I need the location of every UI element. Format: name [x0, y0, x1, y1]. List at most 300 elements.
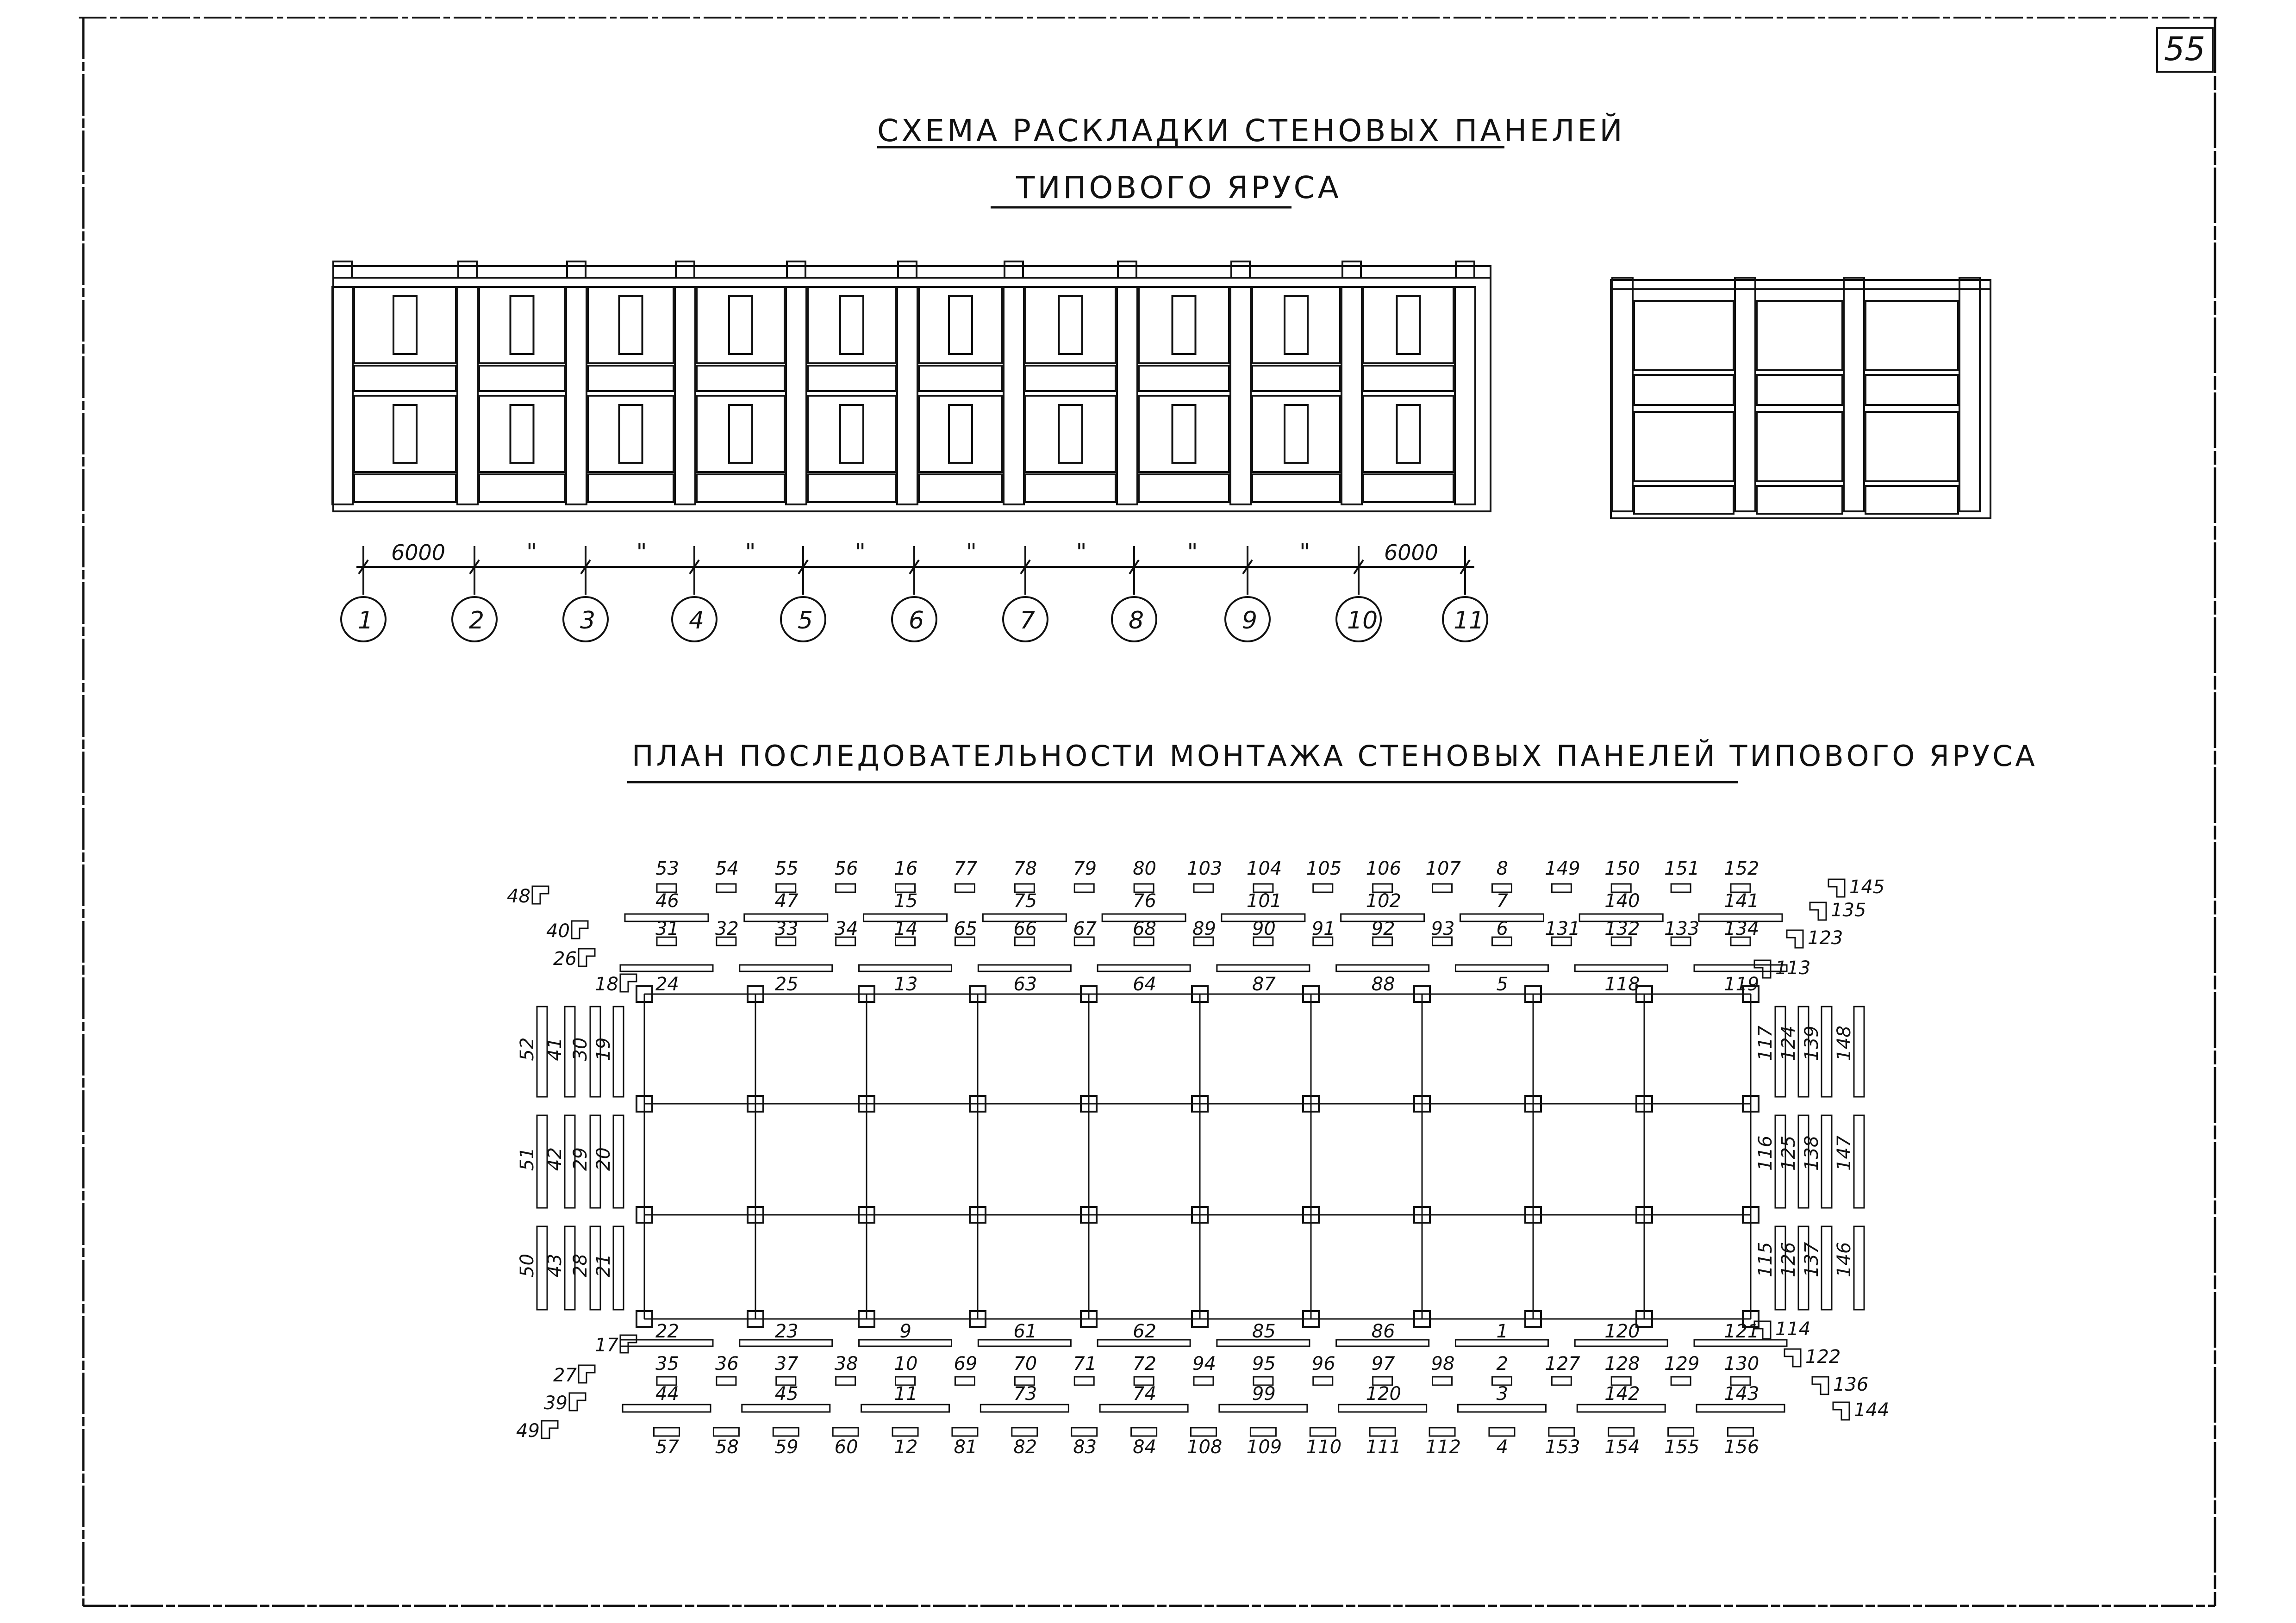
dimension-label: ": [526, 539, 537, 566]
facade-column-11: [1455, 287, 1475, 504]
bottom-row1-label: 120: [1604, 1321, 1640, 1342]
right-wall-label: 138: [1801, 1135, 1822, 1171]
dimension-label: ": [966, 539, 977, 566]
corner-piece: [1810, 902, 1826, 920]
corner-piece: [542, 1421, 558, 1438]
bottom-row3-panel: [1339, 1405, 1427, 1412]
facade-belt-panel: [697, 474, 785, 502]
left-wall-label: 41: [544, 1037, 566, 1061]
top-row2-label: 140: [1604, 890, 1640, 912]
axis-label: 5: [798, 607, 813, 634]
top-row2-label: 101: [1246, 890, 1282, 912]
bottom-row3-label: 143: [1724, 1383, 1759, 1405]
bottom-row4-panel: [1609, 1428, 1634, 1436]
facade-window: [619, 405, 643, 463]
end-column-4: [1959, 278, 1980, 511]
top-row1-label: 152: [1724, 858, 1759, 879]
top-row5-label: 87: [1252, 974, 1276, 995]
end-column-1: [1612, 278, 1633, 511]
top-row3-label: 34: [834, 918, 858, 939]
bottom-row4-label: 109: [1246, 1436, 1282, 1458]
bottom-row3-panel: [1219, 1405, 1307, 1412]
facade-window: [840, 405, 863, 463]
facade-window: [619, 296, 643, 354]
top-row1-label: 8: [1496, 858, 1508, 879]
top-row5-panel: [1694, 965, 1787, 971]
corner-label: 27: [553, 1365, 577, 1386]
facade-window: [1285, 296, 1308, 354]
corner-label: 135: [1831, 900, 1866, 921]
bottom-row1-label: 86: [1371, 1321, 1395, 1342]
top-row3-label: 91: [1311, 918, 1335, 939]
top-row5-label: 63: [1013, 974, 1037, 995]
top-row1-label: 107: [1425, 858, 1461, 879]
bottom-row4-label: 4: [1496, 1436, 1508, 1458]
bottom-row2-label: 96: [1311, 1353, 1335, 1374]
bottom-row3-label: 120: [1366, 1383, 1402, 1405]
facade-window: [1059, 296, 1082, 354]
top-row1-panel: [1074, 884, 1094, 892]
bottom-row4-label: 111: [1366, 1436, 1402, 1458]
top-row5-panel: [1098, 965, 1190, 971]
axis-label: 9: [1242, 607, 1258, 634]
left-wall-label: 28: [570, 1254, 591, 1277]
facade-belt-panel: [1363, 474, 1454, 502]
end-wall-panel: [1634, 412, 1734, 481]
end-wall-panel: [1866, 412, 1958, 481]
top-row1-label: 104: [1246, 858, 1282, 879]
left-wall-label: 52: [517, 1037, 538, 1061]
facade-wall-panel: [919, 396, 1002, 472]
bottom-row4-label: 155: [1664, 1436, 1700, 1458]
bottom-row4-label: 59: [774, 1436, 799, 1458]
bottom-row2-panel: [1552, 1377, 1571, 1385]
top-row3-label: 32: [715, 918, 739, 939]
end-column-3: [1844, 278, 1864, 511]
dimension-label: ": [1076, 539, 1087, 566]
bottom-row2-label: 98: [1431, 1353, 1455, 1374]
left-wall-label: 43: [544, 1254, 566, 1277]
corner-label: 113: [1775, 958, 1811, 979]
top-row5-panel: [1217, 965, 1310, 971]
corner-label: 17: [595, 1335, 618, 1356]
bottom-row1-label: 22: [655, 1321, 679, 1342]
facade-column-10: [1341, 287, 1362, 504]
top-row1-label: 79: [1073, 858, 1097, 879]
axis-bubbles: [341, 597, 1487, 641]
facade-belt-panel: [1252, 474, 1340, 502]
bottom-row2-panel: [955, 1377, 974, 1385]
bottom-row2-label: 94: [1192, 1353, 1216, 1374]
bottom-row4-panel: [1668, 1428, 1694, 1436]
axis-label: 1: [358, 607, 374, 634]
bottom-row2-label: 37: [774, 1353, 799, 1374]
bottom-row2-panel: [717, 1377, 736, 1385]
corner-piece: [579, 1365, 595, 1383]
top-row1-label: 80: [1133, 858, 1157, 879]
facade-wall-panel: [1363, 287, 1454, 363]
bottom-row1-label: 9: [899, 1321, 912, 1342]
top-row1-label: 150: [1604, 858, 1640, 879]
bottom-row2-label: 69: [954, 1353, 978, 1374]
facade-wall-panel: [808, 396, 896, 472]
top-row3-label: 132: [1604, 918, 1640, 939]
facade-window: [840, 296, 863, 354]
bottom-row3-panel: [1458, 1405, 1546, 1412]
top-row2-label: 47: [774, 890, 799, 912]
facade-wall-panel: [354, 396, 456, 472]
bottom-row2-panel: [1194, 1377, 1213, 1385]
corner-piece: [1833, 1402, 1849, 1420]
top-row1-label: 78: [1013, 858, 1037, 879]
facade-column-cap-6: [898, 261, 917, 278]
top-row5-label: 119: [1724, 974, 1759, 995]
facade-window: [393, 405, 417, 463]
bottom-row4-panel: [1370, 1428, 1395, 1436]
facade-wall-panel: [697, 396, 785, 472]
bottom-row2-label: 95: [1252, 1353, 1276, 1374]
facade-wall-panel: [1139, 287, 1229, 363]
facade-wall-panel: [354, 287, 456, 363]
top-row3-label: 93: [1431, 918, 1455, 939]
bottom-row3-label: 3: [1496, 1383, 1508, 1405]
left-wall-panel: [613, 1115, 624, 1208]
facade-column-2: [457, 287, 478, 504]
bottom-row3-label: 45: [774, 1383, 799, 1405]
top-row1-panel: [1194, 884, 1213, 892]
facade-column-5: [786, 287, 806, 504]
left-wall-label: 20: [593, 1147, 614, 1171]
facade-belt-panel: [808, 366, 896, 391]
corner-label: 39: [544, 1393, 568, 1414]
bottom-row4-label: 12: [894, 1436, 918, 1458]
bottom-row2-label: 10: [894, 1353, 918, 1374]
top-row2-label: 141: [1724, 890, 1759, 912]
bottom-row1-label: 121: [1724, 1321, 1759, 1342]
end-belt-panel: [1634, 375, 1734, 405]
facade-belt-panel: [1025, 366, 1116, 391]
corner-label: 145: [1849, 877, 1885, 898]
dimension-label: 6000: [1384, 540, 1439, 565]
corner-piece: [620, 1335, 636, 1353]
facade-wall-panel: [697, 287, 785, 363]
bottom-row2-panel: [1671, 1377, 1691, 1385]
bottom-row4-panel: [1310, 1428, 1335, 1436]
bottom-row4-panel: [892, 1428, 918, 1436]
top-row3-label: 133: [1664, 918, 1700, 939]
top-row2-label: 15: [894, 890, 918, 912]
bottom-row4-label: 58: [715, 1436, 739, 1458]
facade-belt-panel: [479, 474, 565, 502]
bottom-row2-label: 130: [1724, 1353, 1759, 1374]
right-wall-panel: [1854, 1007, 1864, 1097]
corner-label: 136: [1833, 1374, 1869, 1395]
bottom-row3-label: 142: [1604, 1383, 1640, 1405]
top-row5-label: 13: [894, 974, 918, 995]
facade-wall-panel: [1025, 396, 1116, 472]
bottom-row2-panel: [1074, 1377, 1094, 1385]
top-row1-panel: [1313, 884, 1333, 892]
corner-piece: [1812, 1377, 1828, 1394]
top-row3-label: 68: [1133, 918, 1157, 939]
right-wall-label: 126: [1778, 1242, 1799, 1277]
facade-wall-panel: [479, 396, 565, 472]
end-wall-panel: [1757, 301, 1842, 370]
top-row1-label: 105: [1306, 858, 1342, 879]
bottom-row1-label: 1: [1496, 1321, 1508, 1342]
bottom-row3-panel: [980, 1405, 1068, 1412]
facade-belt-panel: [1139, 366, 1229, 391]
facade-column-cap-10: [1342, 261, 1361, 278]
axis-label: 7: [1020, 607, 1036, 634]
bottom-row4-label: 60: [834, 1436, 858, 1458]
bottom-row4-label: 153: [1545, 1436, 1580, 1458]
bottom-row4-panel: [1131, 1428, 1157, 1436]
corner-label: 123: [1808, 927, 1843, 949]
top-row3-label: 92: [1371, 918, 1395, 939]
top-row2-label: 76: [1133, 890, 1157, 912]
elevation-title-line2: ТИПОВОГО ЯРУСА: [1016, 170, 1341, 205]
right-wall-panel: [1854, 1226, 1864, 1310]
left-wall-label: 19: [593, 1037, 614, 1061]
right-wall-label: 124: [1778, 1026, 1799, 1061]
bottom-row2-panel: [1313, 1377, 1333, 1385]
top-row5-panel: [740, 965, 832, 971]
top-row3-label: 66: [1013, 918, 1037, 939]
facade-wall-panel: [808, 287, 896, 363]
end-wall-panel: [1866, 301, 1958, 370]
right-wall-label: 116: [1755, 1135, 1776, 1171]
facade-column-cap-3: [567, 261, 586, 278]
bottom-row2-label: 35: [655, 1353, 679, 1374]
top-row5-label: 25: [774, 974, 799, 995]
bottom-row2-label: 97: [1371, 1353, 1395, 1374]
facade-column-1: [332, 287, 353, 504]
facade-column-4: [675, 287, 695, 504]
corner-label: 48: [507, 886, 530, 907]
top-row1-panel: [717, 884, 736, 892]
facade-wall-panel: [1363, 396, 1454, 472]
facade-column-6: [897, 287, 917, 504]
top-row1-label: 54: [715, 858, 739, 879]
facade-window: [511, 405, 534, 463]
facade-belt-panel: [354, 366, 456, 391]
bottom-row3-label: 11: [894, 1383, 918, 1405]
top-row5-panel: [1455, 965, 1548, 971]
facade-window: [949, 296, 972, 354]
facade-window: [1397, 296, 1420, 354]
corner-piece: [579, 949, 595, 966]
top-row5-panel: [620, 965, 713, 971]
left-wall-label: 30: [570, 1037, 591, 1061]
bottom-row4-label: 84: [1133, 1436, 1157, 1458]
top-row5-panel: [859, 965, 952, 971]
facade-belt-panel: [697, 366, 785, 391]
facade-belt-panel: [1363, 366, 1454, 391]
right-wall-panel: [1822, 1226, 1832, 1310]
bottom-row2-label: 128: [1604, 1353, 1640, 1374]
top-row2-label: 75: [1013, 890, 1037, 912]
top-row5-label: 88: [1371, 974, 1395, 995]
right-wall-panel: [1822, 1115, 1832, 1208]
top-row1-panel: [1671, 884, 1691, 892]
bottom-row3-panel: [1577, 1405, 1665, 1412]
facade-column-cap-9: [1231, 261, 1250, 278]
bottom-row2-label: 38: [834, 1353, 858, 1374]
bottom-row4-panel: [833, 1428, 858, 1436]
bottom-row4-label: 112: [1425, 1436, 1461, 1458]
end-elevation: [1611, 278, 1990, 518]
bottom-row2-label: 36: [715, 1353, 739, 1374]
top-row5-label: 5: [1496, 974, 1508, 995]
bottom-row4-label: 154: [1604, 1436, 1640, 1458]
corner-label: 122: [1805, 1346, 1841, 1368]
end-belt-panel: [1757, 486, 1842, 514]
end-belt-panel: [1866, 486, 1958, 514]
facade-belt-panel: [1139, 474, 1229, 502]
facade-column-7: [1004, 287, 1024, 504]
right-wall-label: 125: [1778, 1135, 1799, 1171]
bottom-row2-panel: [1433, 1377, 1452, 1385]
top-row3-label: 14: [894, 918, 918, 939]
bottom-row4-label: 83: [1073, 1436, 1097, 1458]
corner-label: 49: [516, 1420, 540, 1442]
top-row5-panel: [1336, 965, 1429, 971]
plan-title: ПЛАН ПОСЛЕДОВАТЕЛЬНОСТИ МОНТАЖА СТЕНОВЫХ ПАНЕЛЕЙ ТИПОВОГО ЯРУСА: [632, 739, 2038, 773]
facade-window: [1173, 405, 1196, 463]
facade-window: [1059, 405, 1082, 463]
bottom-row4-label: 82: [1013, 1436, 1037, 1458]
bottom-row3-panel: [1697, 1405, 1784, 1412]
bottom-row3-label: 99: [1252, 1383, 1276, 1405]
bottom-row2-label: 70: [1013, 1353, 1037, 1374]
corner-label: 18: [595, 974, 618, 995]
top-row1-label: 151: [1664, 858, 1700, 879]
facade-belt-panel: [588, 474, 674, 502]
top-row2-label: 46: [655, 890, 679, 912]
top-row1-label: 103: [1187, 858, 1223, 879]
facade-window: [511, 296, 534, 354]
facade-belt-panel: [1252, 366, 1340, 391]
corner-piece: [1787, 930, 1803, 948]
end-belt-panel: [1866, 375, 1958, 405]
bottom-row3-panel: [1100, 1405, 1188, 1412]
top-row2-label: 7: [1496, 890, 1508, 912]
right-wall-label: 137: [1801, 1242, 1822, 1277]
top-row1-label: 149: [1545, 858, 1580, 879]
facade-elevation: [332, 261, 1491, 511]
axis-label: 10: [1347, 607, 1378, 634]
axis-label: 3: [580, 607, 596, 634]
bottom-row1-label: 85: [1252, 1321, 1276, 1342]
elevation-title-line1: СХЕМА РАСКЛАДКИ СТЕНОВЫХ ПАНЕЛЕЙ: [877, 113, 1625, 149]
top-row1-label: 16: [894, 858, 918, 879]
facade-wall-panel: [919, 287, 1002, 363]
bottom-row4-panel: [1012, 1428, 1037, 1436]
corner-label: 114: [1775, 1318, 1811, 1340]
top-row1-panel: [955, 884, 974, 892]
top-row1-label: 77: [954, 858, 978, 879]
bottom-row4-panel: [713, 1428, 739, 1436]
bottom-row3-label: 73: [1013, 1383, 1037, 1405]
bottom-row2-label: 71: [1073, 1353, 1097, 1374]
facade-belt-panel: [919, 366, 1002, 391]
top-row3-label: 31: [655, 918, 679, 939]
top-row1-label: 56: [834, 858, 858, 879]
bottom-row3-panel: [623, 1405, 711, 1412]
facade-wall-panel: [588, 396, 674, 472]
right-wall-label: 139: [1801, 1026, 1822, 1061]
end-wall-panel: [1757, 412, 1842, 481]
right-wall-label: 148: [1834, 1026, 1855, 1061]
end-column-2: [1735, 278, 1755, 511]
dimension-line: [356, 539, 1474, 595]
left-wall-label: 50: [517, 1254, 538, 1277]
top-row3-label: 65: [954, 918, 978, 939]
bottom-row2-label: 127: [1545, 1353, 1580, 1374]
top-row3-label: 6: [1496, 918, 1508, 939]
corner-piece: [572, 921, 588, 939]
facade-column-8: [1117, 287, 1137, 504]
bottom-row2-label: 2: [1496, 1353, 1508, 1374]
facade-wall-panel: [1252, 396, 1340, 472]
facade-window: [1173, 296, 1196, 354]
bottom-row2-label: 129: [1664, 1353, 1700, 1374]
facade-column-cap-4: [676, 261, 694, 278]
bottom-row3-panel: [742, 1405, 830, 1412]
left-wall-label: 51: [517, 1147, 538, 1171]
bottom-row4-label: 156: [1724, 1436, 1759, 1458]
right-wall-label: 117: [1755, 1026, 1776, 1061]
bottom-row3-label: 74: [1133, 1383, 1157, 1405]
corner-piece: [1784, 1349, 1801, 1367]
left-wall-label: 21: [593, 1254, 614, 1277]
facade-wall-panel: [1139, 396, 1229, 472]
facade-column-cap-2: [458, 261, 477, 278]
top-row1-panel: [836, 884, 855, 892]
facade-window: [1397, 405, 1420, 463]
facade-belt-panel: [808, 474, 896, 502]
top-row1-label: 53: [655, 858, 679, 879]
bottom-row4-panel: [1728, 1428, 1753, 1436]
top-row3-label: 131: [1545, 918, 1580, 939]
left-wall-panel: [613, 1007, 624, 1097]
corner-piece: [620, 974, 636, 992]
bottom-row4-panel: [654, 1428, 680, 1436]
axis-label: 11: [1454, 607, 1485, 634]
axis-label: 4: [689, 607, 705, 634]
axis-label: 6: [909, 607, 924, 634]
facade-belt-panel: [354, 474, 456, 502]
top-row1-panel: [1433, 884, 1452, 892]
facade-window: [729, 296, 752, 354]
left-wall-label: 29: [570, 1147, 591, 1171]
bottom-row2-label: 72: [1133, 1353, 1157, 1374]
right-wall-panel: [1822, 1007, 1832, 1097]
top-row5-label: 24: [655, 974, 679, 995]
right-wall-panel: [1854, 1115, 1864, 1208]
facade-column-3: [566, 287, 586, 504]
bottom-row4-panel: [1489, 1428, 1515, 1436]
corner-piece: [569, 1393, 586, 1411]
bottom-row4-panel: [1429, 1428, 1455, 1436]
end-belt-panel: [1634, 486, 1734, 514]
bottom-row1-label: 61: [1013, 1321, 1037, 1342]
dimension-label: ": [745, 539, 756, 566]
bottom-row4-panel: [773, 1428, 799, 1436]
top-row2-label: 102: [1366, 890, 1402, 912]
bottom-row4-label: 57: [655, 1436, 679, 1458]
